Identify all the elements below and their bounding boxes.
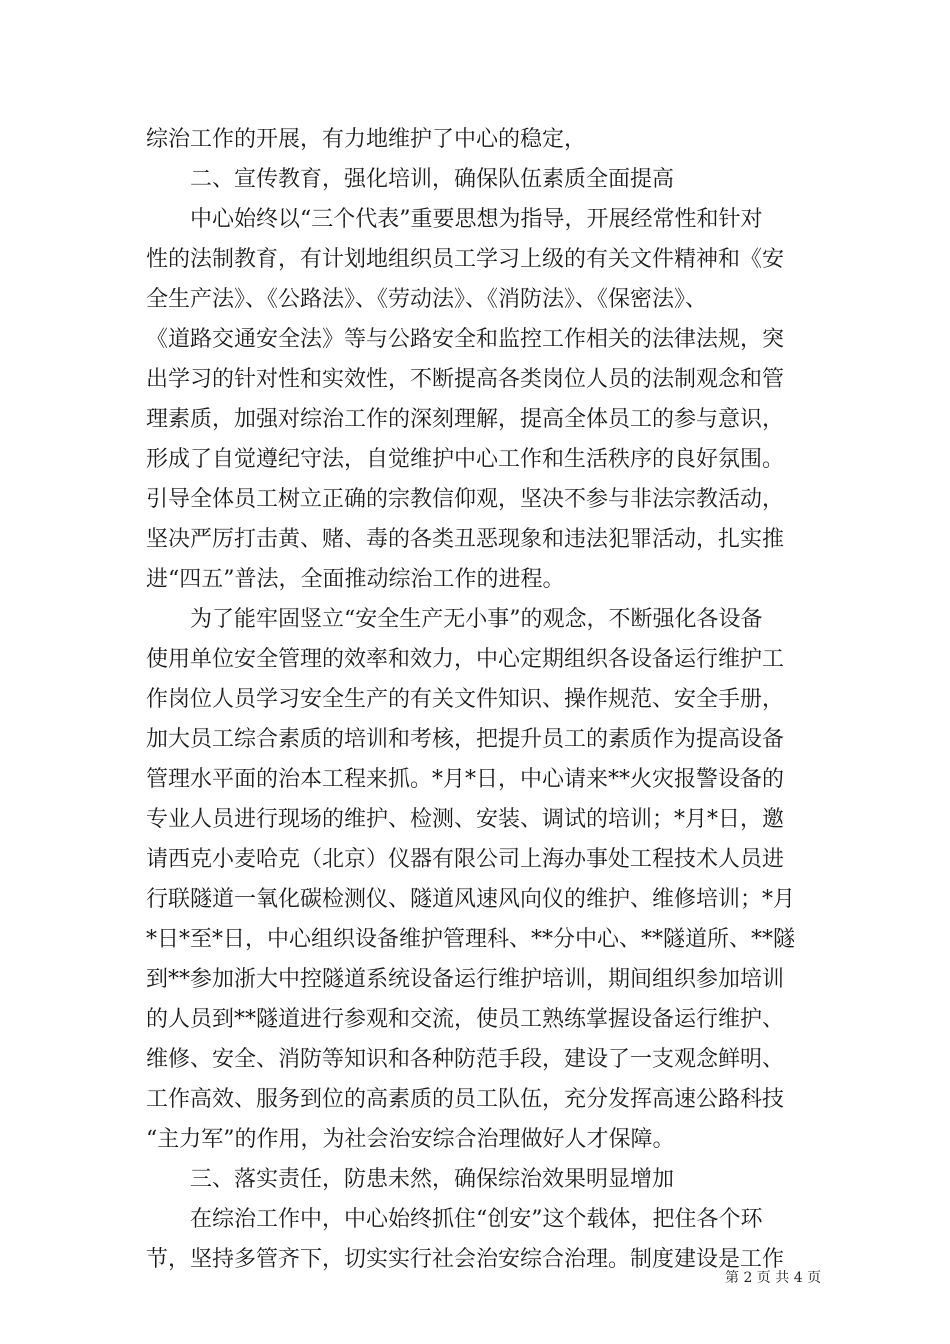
text-line: 三、落实责任，防患未然，确保综治效果明显增加 <box>146 1167 675 1192</box>
text-line: 请西克小麦哈克（北京）仪器有限公司上海办事处工程技术人员进 <box>146 847 785 872</box>
text-line: 在综治工作中，中心始终抓住“创安”这个载体，把住各个环 <box>146 1207 763 1232</box>
text-line: 工作高效、服务到位的高素质的员工队伍，充分发挥高速公路科技 <box>146 1087 785 1112</box>
text-line: 引导全体员工树立正确的宗教信仰观，坚决不参与非法宗教活动， <box>146 487 785 512</box>
text-line: “主力军”的作用，为社会治安综合治理做好人才保障。 <box>146 1127 675 1152</box>
page-number-footer: 第 2 页 共 4 页 <box>725 1270 822 1286</box>
text-line: 《道路交通安全法》等与公路安全和监控工作相关的法律法规，突 <box>146 327 785 352</box>
text-line: 中心始终以“三个代表”重要思想为指导，开展经常性和针对 <box>146 207 763 232</box>
text-line: 加大员工综合素质的培训和考核，把提升员工的素质作为提高设备 <box>146 727 785 752</box>
text-line: 维修、安全、消防等知识和各种防范手段，建设了一支观念鲜明、 <box>146 1047 785 1072</box>
text-line: 作岗位人员学习安全生产的有关文件知识、操作规范、安全手册， <box>146 687 785 712</box>
text-line: 坚决严厉打击黄、赌、毒的各类丑恶现象和违法犯罪活动，扎实推 <box>146 527 785 552</box>
text-line: 全生产法》、《公路法》、《劳动法》、《消防法》、《保密法》、 <box>146 287 708 312</box>
text-line: 管理水平面的治本工程来抓。*月*日，中心请来**火灾报警设备的 <box>146 767 785 792</box>
text-line: 综治工作的开展，有力地维护了中心的稳定， <box>146 127 587 152</box>
text-line: 出学习的针对性和实效性，不断提高各类岗位人员的法制观念和管 <box>146 367 785 392</box>
text-line: 的人员到**隧道进行参观和交流，使员工熟练掌握设备运行维护、 <box>146 1007 785 1032</box>
text-line: *日*至*日，中心组织设备维护管理科、**分中心、**隧道所、**隧 <box>146 927 796 952</box>
text-line: 性的法制教育，有计划地组织员工学习上级的有关文件精神和《安 <box>146 247 785 272</box>
body-text <box>146 120 816 1280</box>
text-line: 形成了自觉遵纪守法，自觉维护中心工作和生活秩序的良好氛围。 <box>146 447 785 472</box>
text-line: 二、宣传教育，强化培训，确保队伍素质全面提高 <box>146 167 675 192</box>
text-line: 到**参加浙大中控隧道系统设备运行维护培训，期间组织参加培训 <box>146 967 785 992</box>
text-line: 专业人员进行现场的维护、检测、安装、调试的培训；*月*日，邀 <box>146 807 785 832</box>
text-line: 进“四五”普法，全面推动综治工作的进程。 <box>146 567 565 592</box>
text-line: 行联隧道一氧化碳检测仪、隧道风速风向仪的维护、维修培训；*月 <box>146 887 796 912</box>
text-line: 为了能牢固竖立“安全生产无小事”的观念，不断强化各设备 <box>146 607 763 632</box>
text-line: 节，坚持多管齐下，切实实行社会治安综合治理。制度建设是工作 <box>146 1247 785 1272</box>
text-line: 使用单位安全管理的效率和效力，中心定期组织各设备运行维护工 <box>146 647 785 672</box>
text-line: 理素质，加强对综治工作的深刻理解，提高全体员工的参与意识， <box>146 407 785 432</box>
